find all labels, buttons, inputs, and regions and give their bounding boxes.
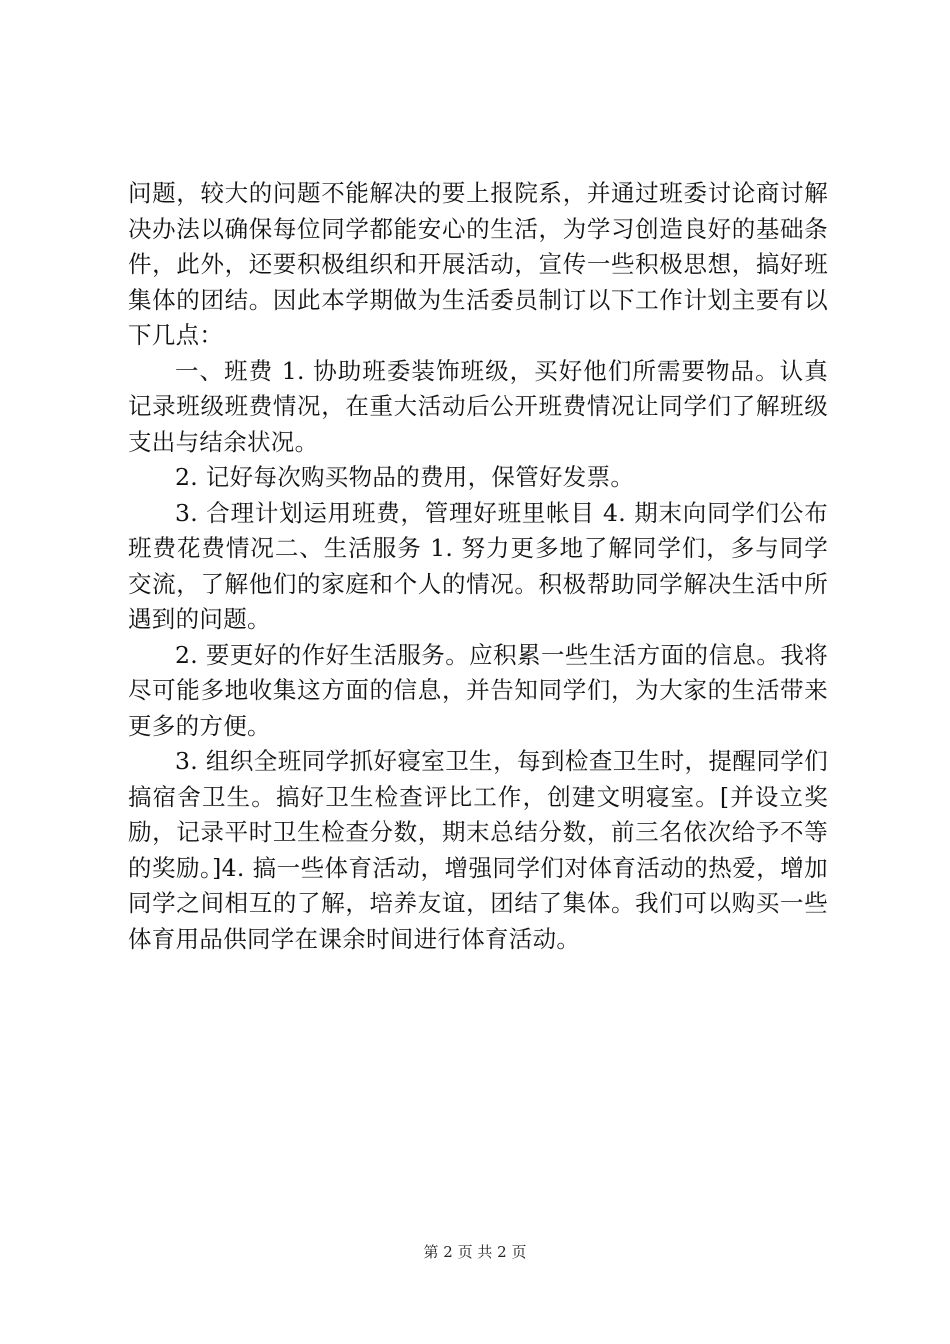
document-body [128,176,828,957]
paragraph-plan-fees: 3. 合理计划运用班费，管理好班里帐目 4. 期末向同学们公布班费花费情况二、生活服务 1. 努力更多地了解同学们，多与同学交流，了解他们的家庭和个人的情况。积极帮助同学解决生活中所遇到的问题。 [128,498,828,633]
paragraph-intro: 问题，较大的问题不能解决的要上报院系，并通过班委讨论商讨解决办法以确保每位同学都能安心的生活，为学习创造良好的基础条件，此外，还要积极组织和开展活动，宣传一些积极思想，搞好班集体的团结。因此本学期做为生活委员制订以下工作计划主要有以下几点： [128,179,828,349]
paragraph-life-service: 2. 要更好的作好生活服务。应积累一些生活方面的信息。我将尽可能多地收集这方面的信息，并告知同学们，为大家的生活带来更多的方便。 [128,640,828,740]
paragraph-class-fee: 一、班费 1. 协助班委装饰班级，买好他们所需要物品。认真记录班级班费情况，在重大活动后公开班费情况让同学们了解班级支出与结余状况。 [128,356,828,456]
page-number-footer: 第 2 页 共 2 页 [423,1243,527,1261]
paragraph-dorm-hygiene: 3. 组织全班同学抓好寝室卫生，每到检查卫生时，提醒同学们搞宿舍卫生。搞好卫生检查评比工作，创建文明寝室。[并设立奖励，记录平时卫生检查分数，期末总结分数，前三名依次给予不等的奖励。]4. 搞一些体育活动，增强同学们对体育活动的热爱，增加同学之间相互的了解，培养友谊，团结了集体。我们可以购买一些体育用品供同学在课余时间进行体育活动。 [128,747,828,953]
paragraph-record-expenses: 2. 记好每次购买物品的费用，保管好发票。 [175,463,635,491]
